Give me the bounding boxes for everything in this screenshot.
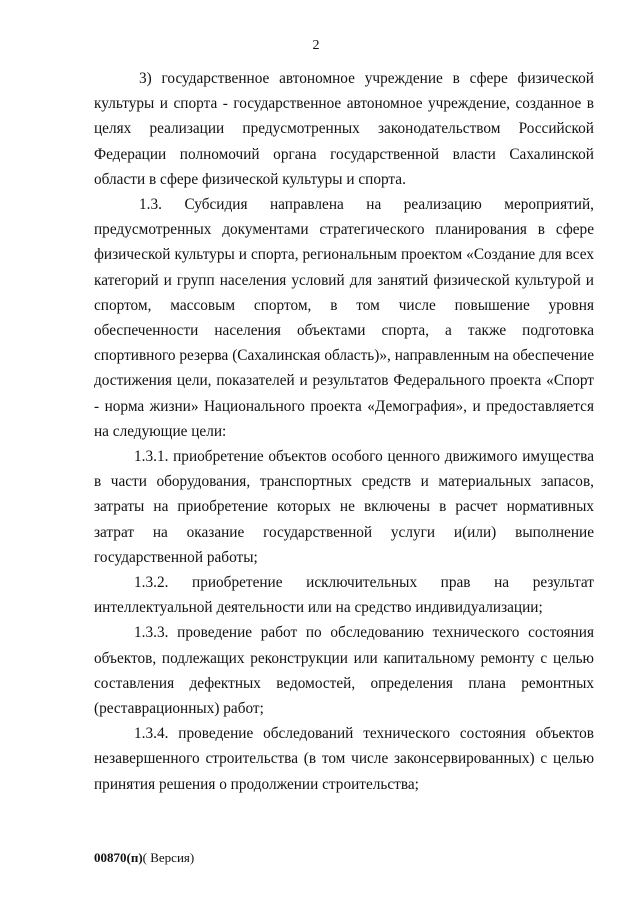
page-number: 2 — [312, 38, 320, 53]
paragraph-1-3-4: 1.3.4. проведение обследований технического состояния объектов незавершенного строительства (в том числе законсервированных) с целью принятия решения о продолжении строительства; — [94, 725, 594, 793]
document-body — [94, 66, 594, 797]
paragraph-definition-3: 3) государственное автономное учреждение в сфере физической культуры и спорта - государственное автономное учреждение, созданное в целях реализации предусмотренных законодательством Российской Федерации полномочий органа государственной власти Сахалинской области в сфере физической культуры и спорта. — [94, 70, 594, 188]
document-footer — [94, 850, 194, 866]
paragraph-1-3: 1.3. Субсидия направлена на реализацию мероприятий, предусмотренных документами стратегического планирования в сфере физической культуры и спорта, региональным проектом «Создание для всех категорий и групп населения условий для занятий физической культурой и спортом, массовым спортом, в том числе повышение уровня обеспеченности населения объектами спорта, а также подготовка спортивного резерва (Сахалинская область)», направленным на обеспечение достижения цели, показателей и результатов Федерального проекта «Спорт - норма жизни» Национального проекта «Демография», и предоставляется на следующие цели: — [94, 196, 594, 440]
paragraph-1-3-1: 1.3.1. приобретение объектов особого ценного движимого имущества в части оборудования, транспортных средств и материальных запасов, затраты на приобретение которых не включены в расчет нормативных затрат на оказание государственной услуги и(или) выполнение государственной работы; — [94, 448, 594, 566]
paragraph-1-3-2: 1.3.2. приобретение исключительных прав на результат интеллектуальной деятельности или на средство индивидуализации; — [94, 574, 594, 617]
document-code: 00870(п) — [94, 850, 143, 865]
paragraph-1-3-3: 1.3.3. проведение работ по обследованию технического состояния объектов, подлежащих реконструкции или капитальному ремонту с целью составления дефектных ведомостей, определения плана ремонтных (реставрационных) работ; — [94, 624, 594, 718]
document-version: ( Версия) — [142, 850, 195, 865]
